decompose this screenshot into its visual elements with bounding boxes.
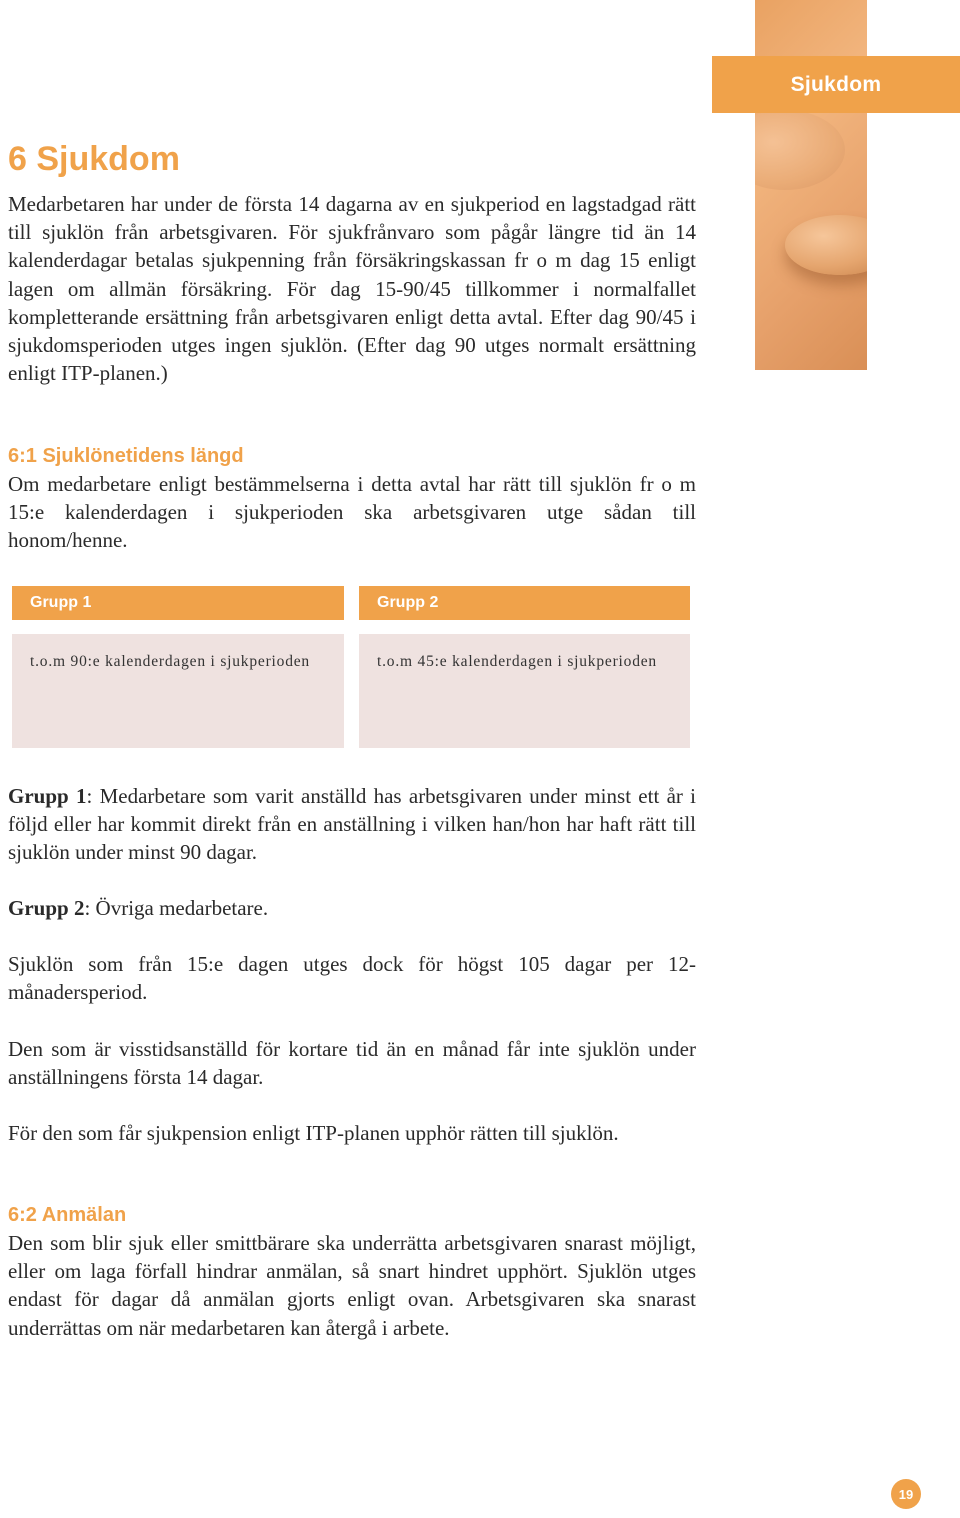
- section-6-1-text: Om medarbetare enligt bestämmelserna i detta avtal har rätt till sjuklön fr o m 15:e kalenderdagen i sjukperioden ska arbetsgivaren utge sådan till honom/henne.: [8, 472, 696, 553]
- section-6-2-text: Den som blir sjuk eller smittbärare ska underrätta arbetsgivaren snarast möjligt, eller om laga förfall hindrar anmälan, så snart hindret upphört. Sjuklön utges endast för dagar då anmälan gjorts enligt ovan. Arbetsgivaren ska snarast underrättas om när medarbetaren kan återgå i arbete.: [8, 1231, 696, 1340]
- group-1-definition-text: : Medarbetare som varit anställd has arbetsgivaren under minst ett år i följd eller har kommit direkt från en anställning i vilken han/hon har haft rätt till sjuklön under minst 90 dagar.: [8, 784, 696, 865]
- section-6-1-heading: 6:1 Sjuklönetidens längd: [8, 445, 244, 467]
- paragraph: Den som är visstidsanställd för kortare tid än en månad får inte sjuklön under anställningens första 14 dagar.: [8, 1037, 696, 1090]
- paragraph-visstid: [8, 1035, 696, 1091]
- paragraph-sjukpension: [8, 1119, 696, 1147]
- group-2-term: Grupp 2: [8, 896, 85, 920]
- section-6-2-heading: 6:2 Anmälan: [8, 1204, 127, 1226]
- group-2-header: Grupp 2: [359, 586, 690, 620]
- group-1-body: t.o.m 90:e kalenderdagen i sjukperioden: [12, 634, 344, 748]
- paragraph: Sjuklön som från 15:e dagen utges dock för högst 105 dagar per 12-månadersperiod.: [8, 952, 696, 1005]
- section-6-2: [8, 1204, 696, 1342]
- pill-image: [785, 215, 867, 275]
- page-title-block: [8, 140, 696, 179]
- section-6-1: [8, 445, 696, 555]
- group-2-body: t.o.m 45:e kalenderdagen i sjukperioden: [359, 634, 690, 748]
- group-2-definition: [8, 894, 696, 922]
- intro-block: [8, 190, 696, 387]
- paragraph-sjuklon-limit: [8, 950, 696, 1006]
- group-1-header: Grupp 1: [12, 586, 344, 620]
- group-1-term: Grupp 1: [8, 784, 87, 808]
- section-tab: [712, 56, 960, 113]
- pill-image: [755, 110, 845, 190]
- paragraph: För den som får sjukpension enligt ITP-planen upphör rätten till sjuklön.: [8, 1121, 619, 1145]
- page-number: 19: [891, 1479, 921, 1509]
- group-1-definition: [8, 782, 696, 867]
- section-tab-label: Sjukdom: [790, 72, 882, 96]
- group-2-definition-text: : Övriga medarbetare.: [84, 896, 269, 920]
- intro-paragraph: Medarbetaren har under de första 14 dagarna av en sjukperiod en lagstadgad rätt till sjuklön från arbetsgivaren. För sjukfrånvaro som pågår längre tid än 14 kalenderdagar betalas sjukpenning från försäkringskassan fr o m dag 15 enligt lagen om allmän försäkring. För dag 15-90/45 tillkommer i normalfallet kompletterande ersättning från arbetsgivaren enligt detta avtal. Efter dag 90/45 i sjukdomsperioden utges ingen sjuklön. (Efter dag 90 utges normalt ersättning enligt ITP-planen.): [8, 192, 696, 386]
- page-title: 6 Sjukdom: [8, 140, 180, 178]
